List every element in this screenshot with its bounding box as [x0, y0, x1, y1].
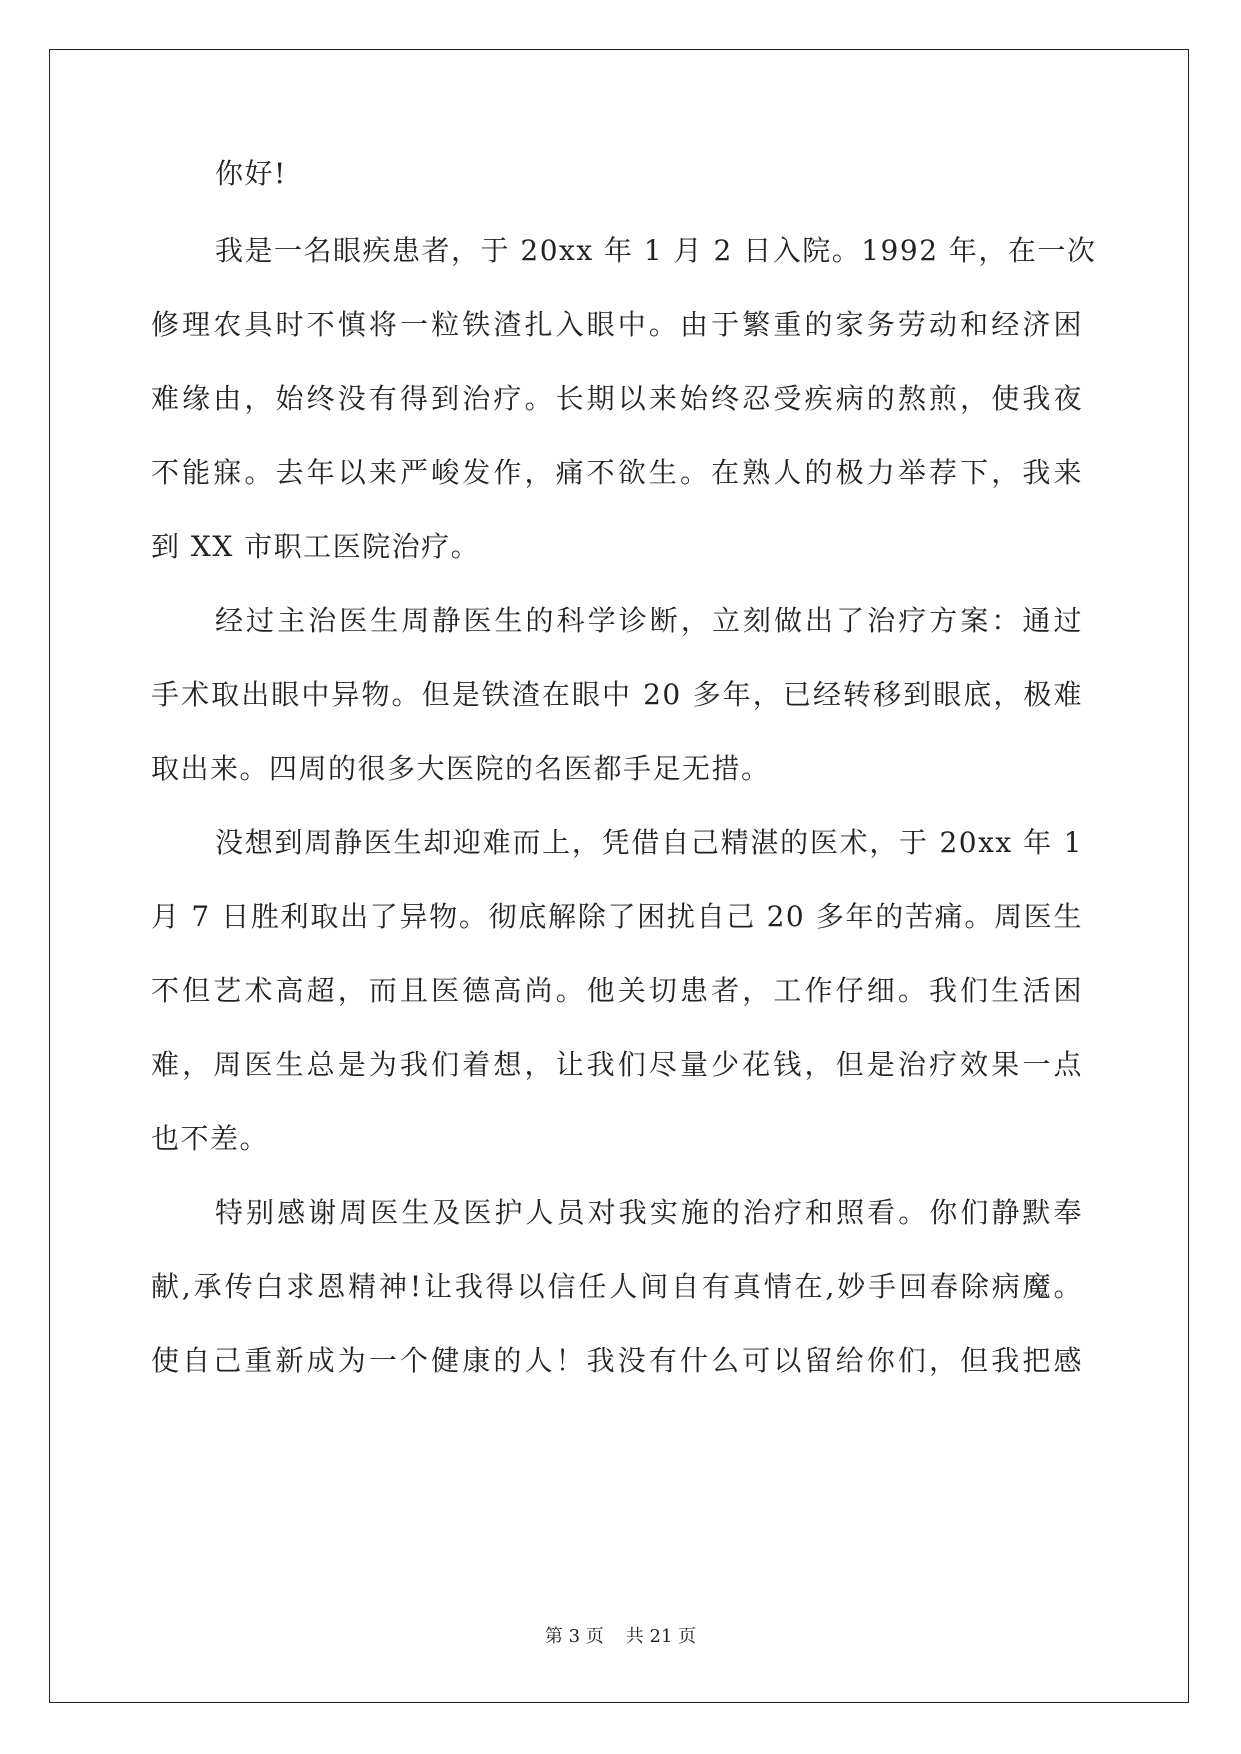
paragraph-3-line-2: 月 7 日胜利取出了异物。彻底解除了困扰自己 20 多年的苦痛。周医生: [151, 900, 1083, 933]
paragraph-1-line-1: 我是一名眼疾患者，于 20xx 年 1 月 2 日入院。1992 年，在一次: [215, 234, 1097, 267]
greeting: 你好!: [215, 157, 287, 190]
page-number: 第 3 页: [544, 1626, 604, 1647]
paragraph-3-line-3: 不但艺术高超，而且医德高尚。他关切患者，工作仔细。我们生活困: [151, 974, 1083, 1007]
paragraph-2-line-2: 手术取出眼中异物。但是铁渣在眼中 20 多年，已经转移到眼底，极难: [151, 678, 1083, 711]
paragraph-2-line-1: 经过主治医生周静医生的科学诊断，立刻做出了治疗方案：通过: [215, 604, 1083, 637]
paragraph-1-line-3: 难缘由，始终没有得到治疗。长期以来始终忍受疾病的熬煎，使我夜: [151, 382, 1083, 415]
paragraph-4-line-3: 使自己重新成为一个健康的人！我没有什么可以留给你们，但我把感: [151, 1344, 1083, 1377]
page-total: 共 21 页: [625, 1626, 697, 1647]
page-footer: [0, 1622, 1241, 1648]
paragraph-1-line-5: 到 XX 市职工医院治疗。: [151, 530, 481, 563]
paragraph-3-line-4: 难，周医生总是为我们着想，让我们尽量少花钱，但是治疗效果一点: [151, 1048, 1083, 1081]
page-border: [49, 49, 1189, 1703]
paragraph-3-line-5: 也不差。: [151, 1122, 270, 1155]
paragraph-1-line-2: 修理农具时不慎将一粒铁渣扎入眼中。由于繁重的家务劳动和经济困: [151, 308, 1083, 341]
paragraph-3-line-1: 没想到周静医生却迎难而上，凭借自己精湛的医术，于 20xx 年 1: [215, 826, 1083, 859]
paragraph-2-line-3: 取出来。四周的很多大医院的名医都手足无措。: [151, 752, 771, 785]
paragraph-1-line-4: 不能寐。去年以来严峻发作，痛不欲生。在熟人的极力举荐下，我来: [151, 456, 1083, 489]
paragraph-4-line-2: 献,承传白求恩精神!让我得以信任人间自有真情在,妙手回春除病魔。: [151, 1270, 1083, 1303]
paragraph-4-line-1: 特别感谢周医生及医护人员对我实施的治疗和照看。你们静默奉: [215, 1196, 1083, 1229]
